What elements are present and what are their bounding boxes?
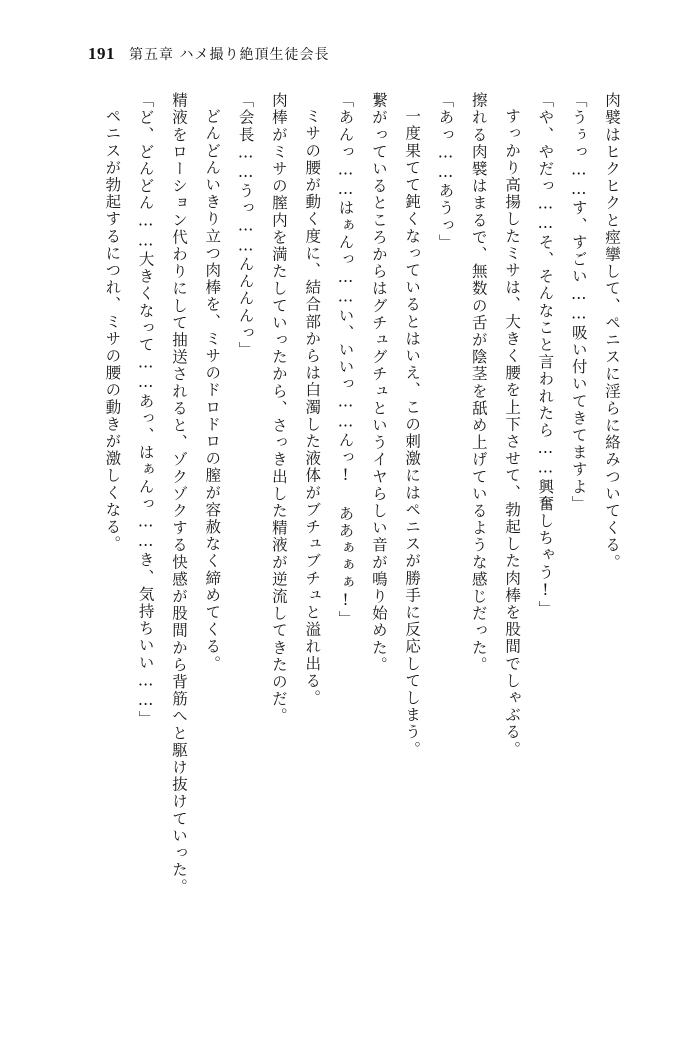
paragraph: 「会長……うっ……んんんんっ」 [236, 92, 255, 359]
paragraph: 「や、やだっ……そ、そんなこと言われたら……興奮しちゃう!」 [536, 92, 555, 618]
paragraph: ミサの腰が動く度に、結合部からは白濁した液体がブチュブチュと溢れ出る。 [303, 107, 322, 706]
paragraph: 肉棒がミサの膣内を満たしていったから、さっき出した精液が逆流してきたのだ。 [269, 92, 288, 725]
paragraph: 「あんっ……はぁんっ……い、いいっ……んっ! ああぁぁぁ!」 [336, 92, 355, 628]
paragraph: 精液をローション代わりにして抽送されると、ゾクゾクする快感が股間から背筋へと駆け抜けていった。 [169, 92, 188, 896]
chapter-title: 第五章 ハメ撮り絶頂生徒会長 [129, 47, 330, 63]
paragraph: 繋がっているところからはグチュグチュというイヤらしい音が鳴り始めた。 [369, 92, 388, 674]
paragraph: 一度果てて鈍くなっているとはいえ、この刺激にはペニスが勝手に反応してしまう。 [403, 107, 422, 758]
paragraph: 擦れる肉襞はまるで、無数の舌が陰茎を舐め上げているような感じだった。 [469, 92, 488, 674]
running-head [88, 44, 329, 64]
paragraph: 「あっ……あうっ」 [436, 92, 455, 251]
page-number: 191 [88, 44, 115, 63]
paragraph: すっかり高揚したミサは、大きく腰を上下させて、勃起した肉棒を股間でしゃぶる。 [503, 107, 522, 758]
paragraph: 「うぅっ……す、すごい……吸い付いてきてますよ」 [569, 92, 588, 513]
paragraph: どんどんいきり立つ肉棒を、ミサのドロドロの膣が容赦なく締めてくる。 [203, 107, 222, 672]
page-body [68, 92, 628, 1002]
paragraph: ペニスが勃起するにつれ、ミサの腰の動きが激しくなる。 [103, 107, 122, 553]
paragraph: 「ど、どんどん……大きくなって……あっ、はぁんっ……き、気持ちいい……」 [136, 92, 155, 728]
paragraph: 肉襞はヒクヒクと痙攣して、ペニスに淫らに絡みついてくる。 [603, 92, 621, 571]
